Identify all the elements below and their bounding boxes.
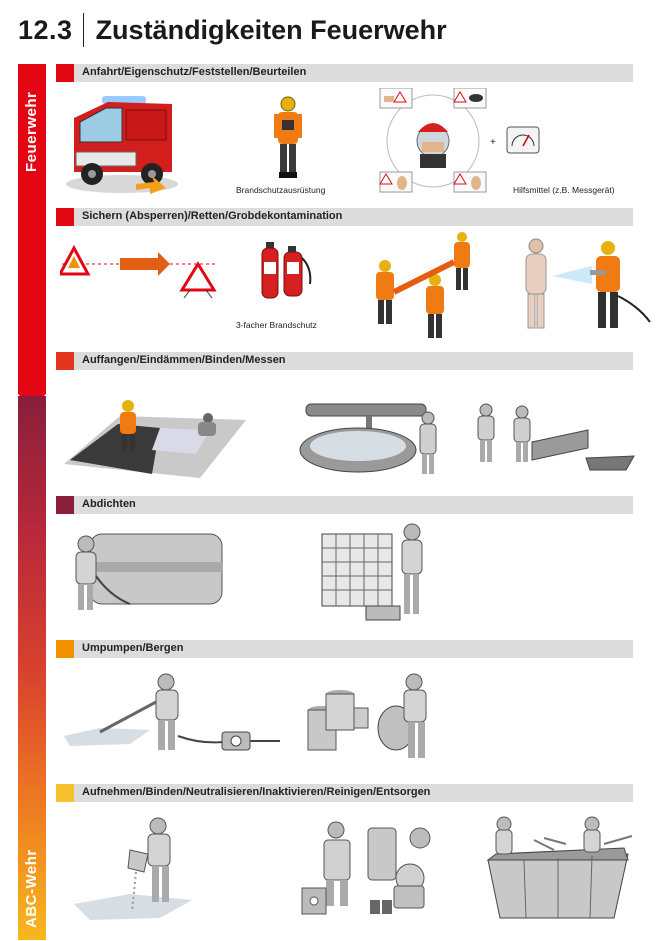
section-color-square [56, 784, 74, 802]
header-divider [83, 13, 84, 47]
senses-diagram [378, 88, 488, 194]
section-header [56, 352, 633, 370]
section-color-square [56, 208, 74, 226]
page-title: Zuständigkeiten Feuerwehr [95, 14, 447, 45]
decontamination-illustration [512, 236, 652, 340]
section-header [56, 496, 633, 514]
fire-truck-illustration [62, 92, 180, 196]
section-header [56, 208, 633, 226]
caption-fire-protection: 3-facher Brandschutz [236, 320, 317, 330]
section-color-square [56, 352, 74, 370]
page-header [18, 10, 447, 50]
sidebar-label-feuerwehr: Feuerwehr [23, 91, 40, 172]
caption-tools: Hilfsmittel (z.B. Messgerät) [513, 185, 615, 195]
sidebar-label-abc-wehr: ABC-Wehr [23, 849, 40, 928]
section-title: Abdichten [82, 498, 136, 510]
chapter-number: 12.3 [18, 14, 73, 45]
rescue-team-illustration [368, 232, 484, 344]
spill-containment-illustration [60, 394, 250, 486]
section-header [56, 64, 633, 82]
caption-protective-gear: Brandschutzausrüstung [236, 185, 326, 195]
ibc-container-illustration [320, 522, 440, 626]
binding-agent-illustration [70, 814, 200, 926]
measuring-device-icon [506, 126, 540, 154]
tank-sealing-illustration [70, 526, 226, 618]
plus-symbol: + [490, 137, 496, 148]
section-title: Umpumpen/Bergen [82, 642, 184, 654]
firefighter-illustration [270, 96, 306, 180]
disposal-container-illustration [474, 814, 640, 922]
section-header [56, 640, 633, 658]
barrel-recovery-illustration [304, 668, 448, 764]
collecting-basin-illustration [296, 398, 446, 480]
barrier-illustration [60, 244, 218, 300]
section-header [56, 784, 633, 802]
fire-extinguishers-illustration [254, 238, 314, 304]
section-title: Auffangen/Eindämmen/Binden/Messen [82, 354, 286, 366]
measuring-team-illustration [470, 402, 638, 474]
section-title: Aufnehmen/Binden/Neutralisieren/Inaktivieren/Reinigen/Entsorgen [82, 786, 431, 798]
section-color-square [56, 640, 74, 658]
section-color-square [56, 496, 74, 514]
section-title: Anfahrt/Eigenschutz/Feststellen/Beurteilen [82, 66, 307, 78]
protective-equipment-illustration [296, 818, 444, 922]
section-color-square [56, 64, 74, 82]
section-title: Sichern (Absperren)/Retten/Grobdekontamination [82, 210, 343, 222]
pumping-illustration [60, 672, 282, 762]
